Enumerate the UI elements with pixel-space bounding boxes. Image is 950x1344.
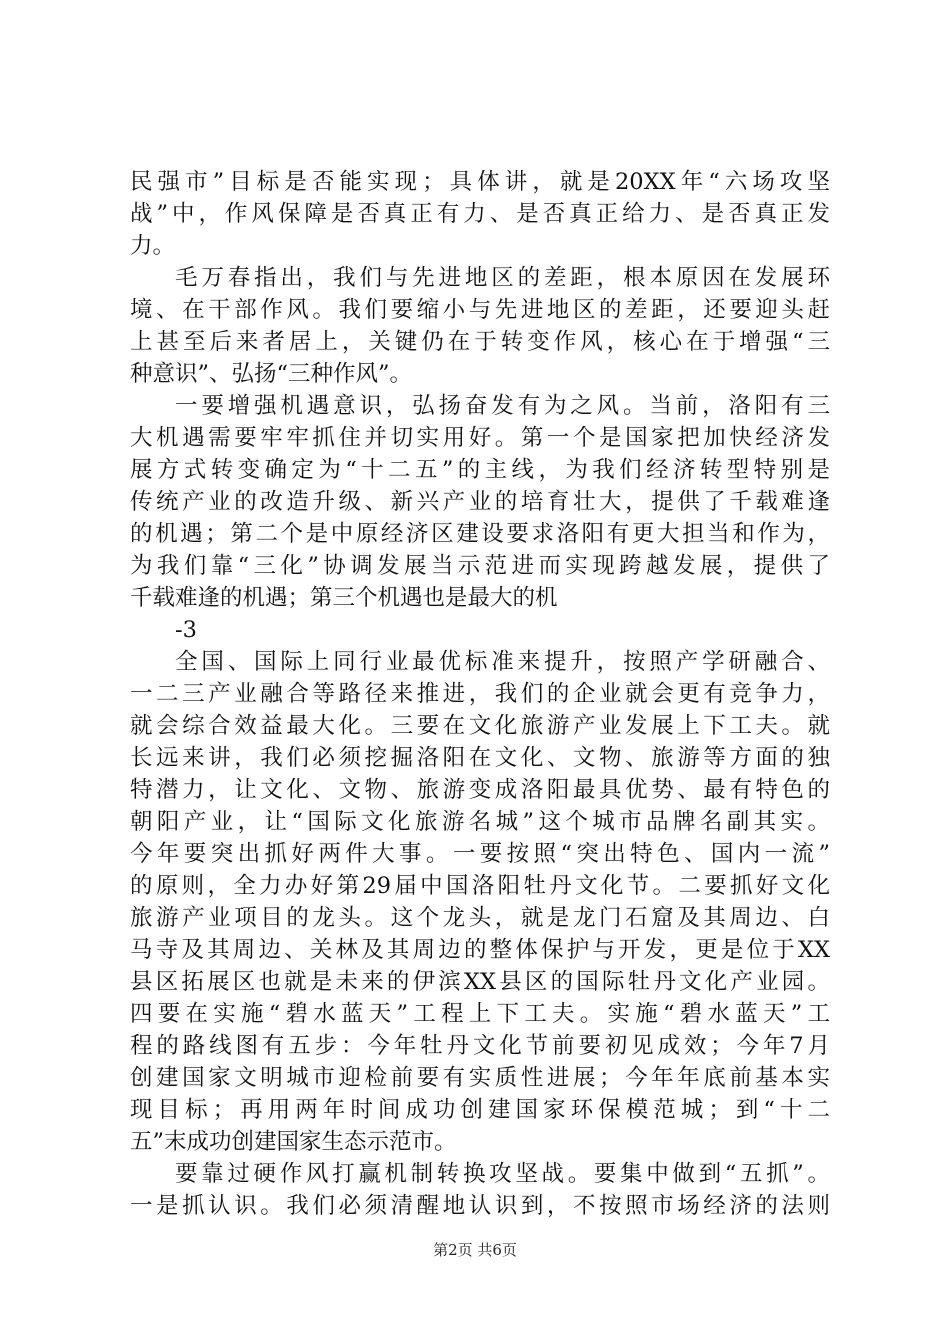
text-line: 一二三产业融合等路径来推进，我们的企业就会更有竞争力，	[130, 681, 830, 707]
text-line: 今年要突出抓好两件大事。一要按照“突出特色、国内一流”	[130, 841, 830, 867]
text-line: 的原则，全力办好第29届中国洛阳牡丹文化节。二要抓好文化	[130, 873, 830, 899]
text-line: 毛万春指出，我们与先进地区的差距，根本原因在发展环	[175, 265, 830, 291]
text-line: 四要在实施“碧水蓝天”工程上下工夫。实施“碧水蓝天”工	[130, 1001, 830, 1027]
text-line: 五”末成功创建国家生态示范市。	[130, 1129, 457, 1155]
text-line: 民强市”目标是否能实现；具体讲，就是20XX年“六场攻坚	[130, 169, 830, 195]
text-line: 一要增强机遇意识，弘扬奋发有为之风。当前，洛阳有三	[175, 393, 830, 419]
text-line: 程的路线图有五步：今年牡丹文化节前要初见成效；今年7月	[130, 1033, 830, 1059]
text-line: 要靠过硬作风打赢机制转换攻坚战。要集中做到“五抓”。	[175, 1161, 830, 1187]
text-line: 现目标；再用两年时间成功创建国家环保模范城；到“十二	[130, 1097, 830, 1123]
text-line: 全国、国际上同行业最优标准来提升，按照产学研融合、	[175, 649, 830, 675]
page-footer: 第2页 共6页	[433, 1241, 517, 1259]
text-line: 力。	[130, 233, 176, 259]
text-line: 的机遇；第二个是中原经济区建设要求洛阳有更大担当和作为，	[130, 521, 830, 547]
text-line: 千载难逢的机遇；第三个机遇也是最大的机	[130, 585, 558, 611]
text-line: 旅游产业项目的龙头。这个龙头，就是龙门石窟及其周边、白	[130, 905, 830, 931]
text-line: 种意识”、弘扬“三种作风”。	[130, 361, 413, 387]
text-line: -3	[175, 617, 197, 643]
document-body	[130, 166, 830, 1222]
text-line: 特潜力，让文化、文物、旅游变成洛阳最具优势、最有特色的	[130, 777, 830, 803]
text-line: 县区拓展区也就是未来的伊滨XX县区的国际牡丹文化产业园。	[130, 969, 830, 995]
text-line: 朝阳产业，让“国际文化旅游名城”这个城市品牌名副其实。	[130, 809, 830, 835]
text-line: 长远来讲，我们必须挖掘洛阳在文化、文物、旅游等方面的独	[130, 745, 830, 771]
text-line: 大机遇需要牢牢抓住并切实用好。第一个是国家把加快经济发	[130, 425, 830, 451]
text-line: 就会综合效益最大化。三要在文化旅游产业发展上下工夫。就	[130, 713, 830, 739]
text-line: 马寺及其周边、关林及其周边的整体保护与开发，更是位于XX	[130, 937, 830, 963]
text-line: 传统产业的改造升级、新兴产业的培育壮大，提供了千载难逢	[130, 489, 830, 515]
text-line: 一是抓认识。我们必须清醒地认识到，不按照市场经济的法则	[130, 1193, 830, 1219]
text-line: 为我们靠“三化”协调发展当示范进而实现跨越发展，提供了	[130, 553, 830, 579]
text-line: 上甚至后来者居上，关键仍在于转变作风，核心在于增强“三	[130, 329, 830, 355]
text-line: 展方式转变确定为“十二五”的主线，为我们经济转型特别是	[130, 457, 830, 483]
text-line: 战”中，作风保障是否真正有力、是否真正给力、是否真正发	[130, 201, 830, 227]
text-line: 创建国家文明城市迎检前要有实质性进展；今年年底前基本实	[130, 1065, 830, 1091]
text-line: 境、在干部作风。我们要缩小与先进地区的差距，还要迎头赶	[130, 297, 830, 323]
